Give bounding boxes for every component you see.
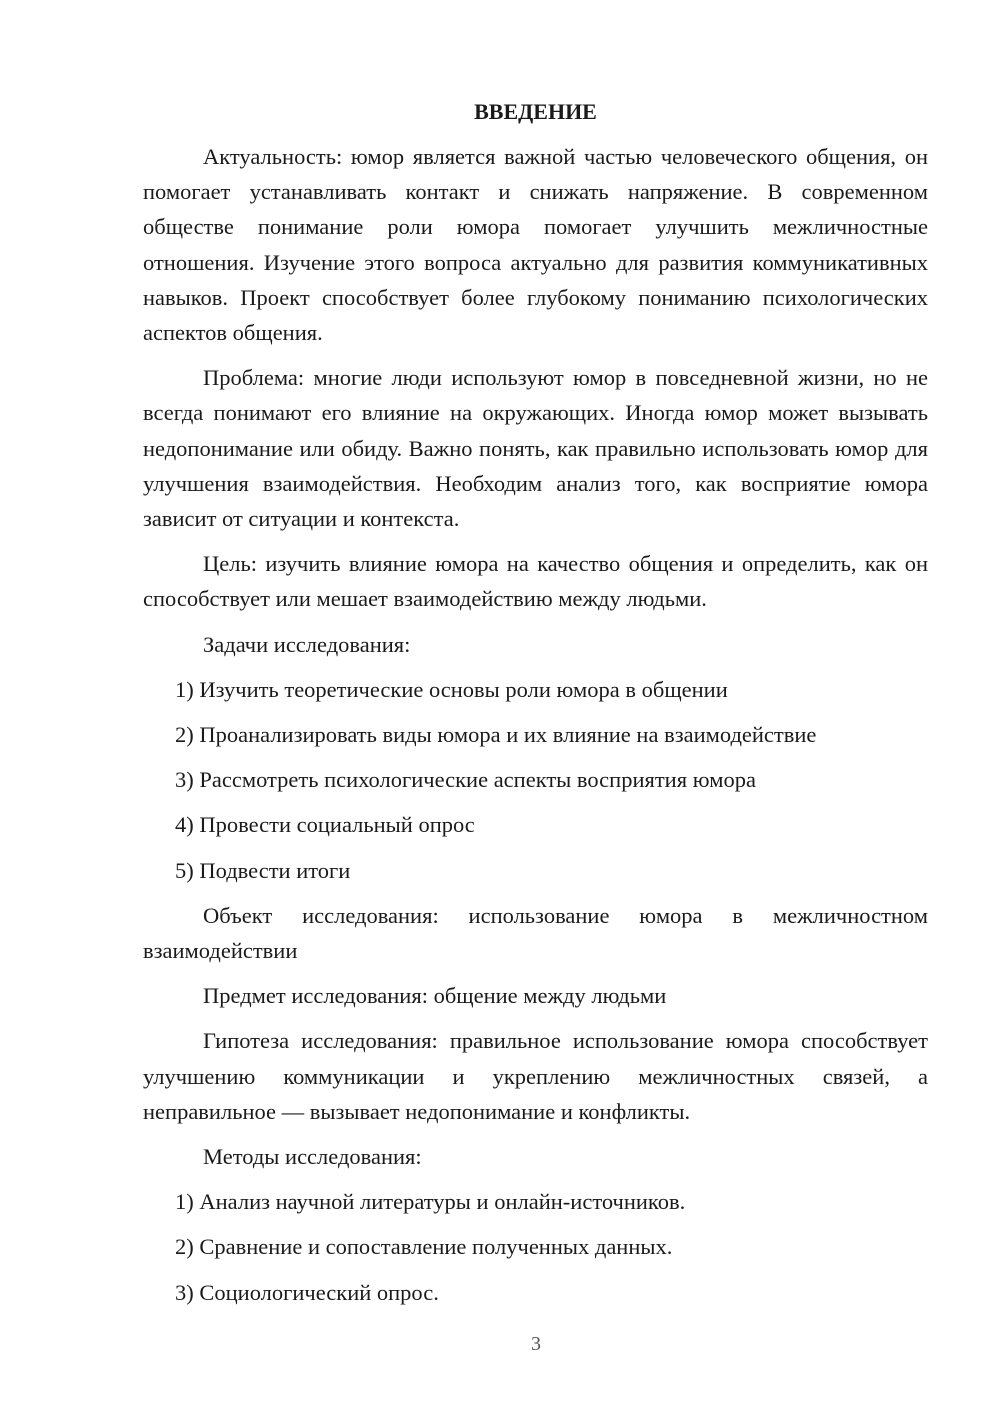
problem-paragraph: Проблема: многие люди используют юмор в повседневной жизни, но не всегда понимают его влияние на окружающих. Иногда юмор может вызывать недопонимание или обиду. Важно понять, как правильно использовать юмор для улучшения взаимодействия. Необходим анализ того, как восприятие юмора зависит от ситуации и контекста. — [143, 365, 928, 532]
tasks-title: Задачи исследования: — [203, 631, 411, 657]
subject-paragraph: Предмет исследования: общение между людьми — [203, 983, 667, 1009]
task-item: 5) Подвести итоги — [175, 857, 351, 883]
page-number: 3 — [531, 1333, 541, 1355]
hypothesis-paragraph: Гипотеза исследования: правильное использование юмора способствует улучшению коммуникации и укреплению межличностных связей, а неправильное — вызывает недопонимание и конфликты. — [143, 1028, 928, 1124]
page-content — [143, 94, 928, 1320]
task-item: 2) Проанализировать виды юмора и их влияние на взаимодействие — [175, 722, 817, 748]
task-item: 3) Рассмотреть психологические аспекты восприятия юмора — [175, 767, 756, 793]
object-paragraph: Объект исследования: использование юмора в межличностном взаимодействии — [143, 902, 928, 964]
methods-title: Методы исследования: — [203, 1144, 422, 1170]
method-item: 3) Социологический опрос. — [175, 1279, 439, 1305]
task-item: 4) Провести социальный опрос — [175, 812, 475, 838]
method-item: 2) Сравнение и сопоставление полученных данных. — [175, 1234, 673, 1260]
task-item: 1) Изучить теоретические основы роли юмора в общении — [175, 676, 728, 702]
relevance-paragraph: Актуальность: юмор является важной частью человеческого общения, он помогает устанавливать контакт и снижать напряжение. В современном обществе понимание роли юмора помогает улучшить межличностные отношения. Изучение этого вопроса актуально для развития коммуникативных навыков. Проект способствует более глубокому пониманию психологических аспектов общения. — [143, 144, 928, 346]
section-heading: ВВЕДЕНИЕ — [474, 99, 597, 124]
method-item: 1) Анализ научной литературы и онлайн-источников. — [175, 1189, 686, 1215]
goal-paragraph: Цель: изучить влияние юмора на качество общения и определить, как он способствует или мешает взаимодействию между людьми. — [143, 551, 928, 612]
